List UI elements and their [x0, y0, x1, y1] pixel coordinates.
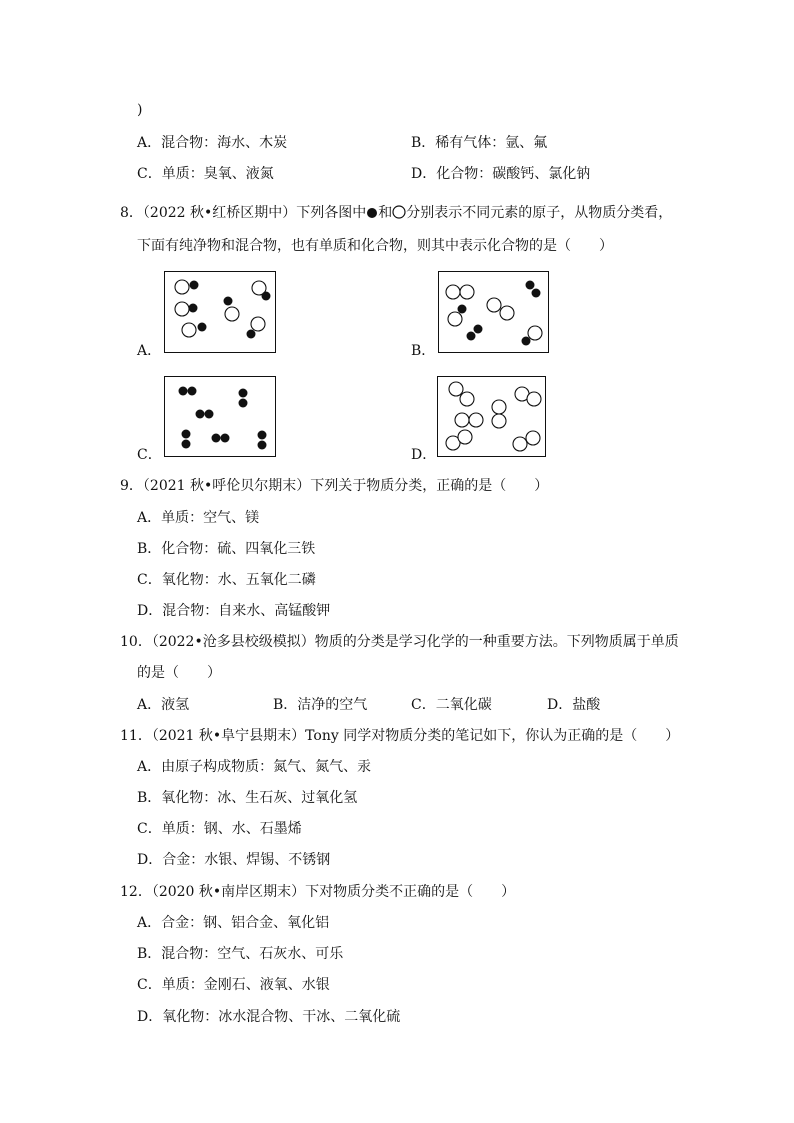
q9-stem: 9．（2021 秋•呼伦贝尔期末）下列关于物质分类，正确的是（ ）	[120, 478, 549, 494]
white-atom-icon	[392, 205, 406, 219]
q9-option-a[interactable]: A．单质：空气、镁	[137, 510, 260, 526]
q12-option-b[interactable]: B．混合物：空气、石灰水、可乐	[137, 946, 344, 962]
diagram-c-svg	[165, 377, 277, 458]
q8-label-a[interactable]: A．	[137, 343, 162, 359]
q10-option-d[interactable]: D．盐酸	[547, 697, 601, 713]
q8-diagram-b[interactable]	[438, 271, 549, 353]
q11-option-d[interactable]: D．合金：水银、焊锡、不锈钢	[137, 852, 331, 868]
q8-label-b[interactable]: B．	[411, 343, 436, 359]
q12-option-a[interactable]: A．合金：钢、铝合金、氧化铝	[137, 915, 330, 931]
q10-stem-line1: 10．（2022•沧多县校级模拟）物质的分类是学习化学的一种重要方法。下列物质属于单质	[120, 634, 679, 650]
q8-stem-line2: 下面有纯净物和混合物，也有单质和化合物，则其中表示化合物的是（ ）	[137, 238, 613, 254]
q11-option-a[interactable]: A．由原子构成物质：氮气、氮气、汞	[137, 759, 372, 775]
q11-stem: 11．（2021 秋•阜宁县期末）Tony 同学对物质分类的笔记如下，你认为正确的是（ ）	[120, 728, 680, 744]
q7-option-a[interactable]: A．混合物：海水、木炭	[137, 135, 288, 151]
q7-option-d[interactable]: D．化合物：碳酸钙、氯化钠	[411, 166, 591, 182]
q8-stem-part1: 8．（2022 秋•红桥区期中）下列各图中	[120, 205, 367, 221]
q8-stem-part2: 和	[378, 205, 393, 221]
q8-stem-part3: 分别表示不同元素的原子，从物质分类看，	[406, 205, 673, 221]
q7-option-b[interactable]: B．稀有气体：氩、氟	[411, 135, 548, 151]
q10-option-b[interactable]: B．洁净的空气	[273, 697, 368, 713]
diagram-a-svg	[165, 272, 277, 354]
q7-option-c[interactable]: C．单质：臭氧、液氮	[137, 166, 274, 182]
q11-option-b[interactable]: B．氧化物：冰、生石灰、过氧化氢	[137, 790, 358, 806]
q12-option-d[interactable]: D．氧化物：冰水混合物、干冰、二氧化硫	[137, 1009, 401, 1025]
q8-label-d[interactable]: D．	[411, 447, 437, 463]
q7-tail: )	[137, 102, 143, 118]
q9-option-b[interactable]: B．化合物：硫、四氧化三铁	[137, 541, 316, 557]
diagram-b-svg	[439, 272, 550, 354]
q11-option-c[interactable]: C．单质：钢、水、石墨烯	[137, 821, 302, 837]
q8-diagram-d[interactable]	[437, 376, 546, 457]
diagram-d-svg	[438, 377, 547, 458]
q8-diagram-c[interactable]	[164, 376, 276, 457]
q9-option-d[interactable]: D．混合物：自来水、高锰酸钾	[137, 603, 331, 619]
black-atom-icon	[366, 207, 378, 219]
q8-stem-line1	[120, 203, 672, 223]
q8-label-c[interactable]: C．	[137, 447, 162, 463]
q9-option-c[interactable]: C．氧化物：水、五氧化二磷	[137, 572, 316, 588]
q10-stem-line2: 的是（ ）	[137, 665, 221, 681]
q12-stem: 12．（2020 秋•南岸区期末）下对物质分类不正确的是（ ）	[120, 884, 516, 900]
q10-option-a[interactable]: A．液氢	[137, 697, 190, 713]
q12-option-c[interactable]: C．单质：金刚石、液氧、水银	[137, 977, 330, 993]
q8-diagram-a[interactable]	[164, 271, 276, 353]
q10-option-c[interactable]: C．二氧化碳	[411, 697, 492, 713]
